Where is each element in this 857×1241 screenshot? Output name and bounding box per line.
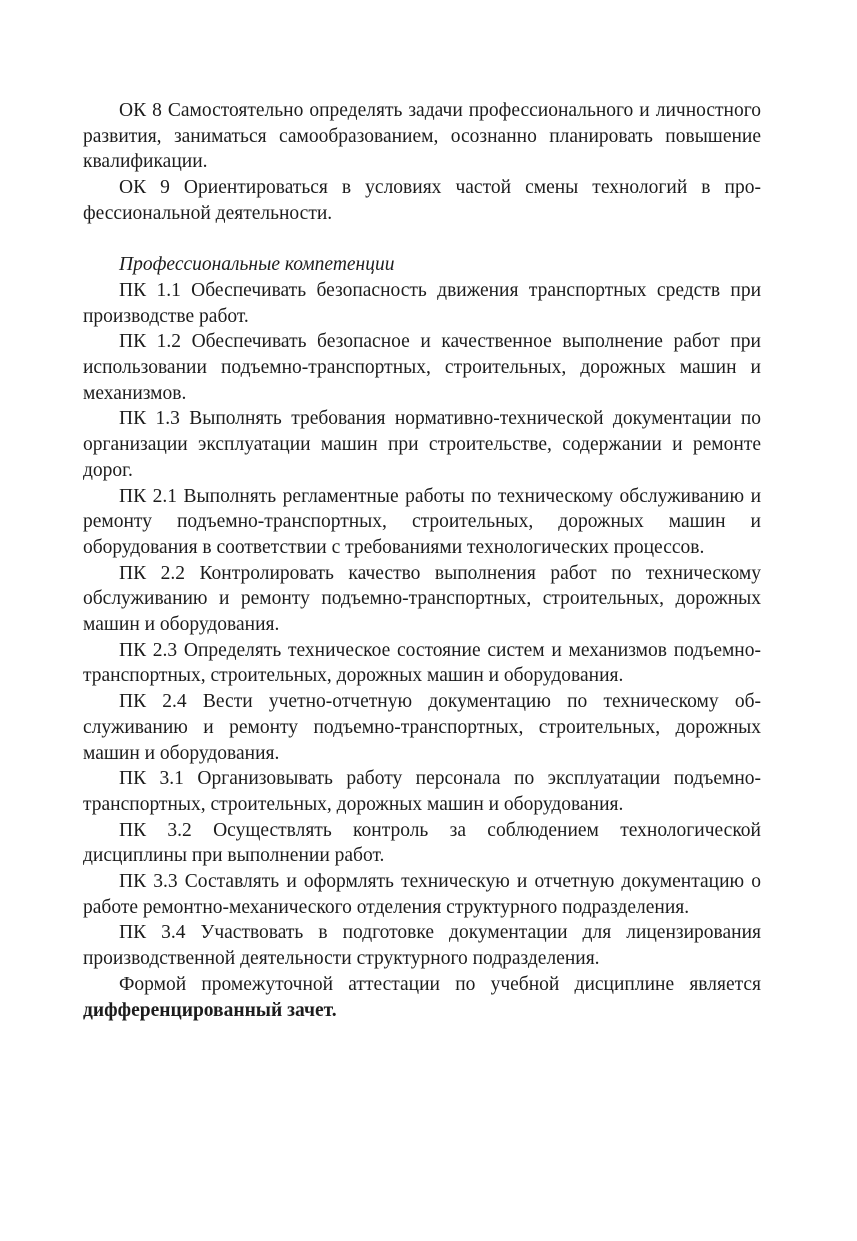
pk-2-1-paragraph: ПК 2.1 Выполнять регламентные работы по техническому обслуживанию и ремонту подъемно-транспортных, строительных, дорожных машин и оборудования в соответствии с требованиями технологических процессов. xyxy=(83,485,761,558)
pk-1-1-paragraph: ПК 1.1 Обеспечивать безопасность движения транспортных средств при производстве работ. xyxy=(83,279,761,327)
attestation-text: Формой промежуточной аттестации по учебной дисциплине является xyxy=(119,973,761,995)
pk-2-2-paragraph: ПК 2.2 Контролировать качество выполнения работ по техническому обслуживанию и ремонту подъемно-транспортных, строительных, дорожных машин и оборудования. xyxy=(83,562,761,636)
ok-8-paragraph: ОК 8 Самостоятельно определять задачи профессионального и личностного развития, заниматься самообразованием, осознанно планировать повышение квалификации. xyxy=(83,100,761,173)
section-spacer xyxy=(83,227,761,253)
pk-1-2-paragraph: ПК 1.2 Обеспечивать безопасное и качественное выполнение работ при использовании подъемно-транспортных, строительных, дорожных машин и механизмов. xyxy=(83,331,761,404)
pk-3-1-paragraph: ПК 3.1 Организовывать работу персонала по эксплуатации подъемно-транспортных, строительных, дорожных машин и оборудования. xyxy=(83,768,761,815)
pk-3-4-paragraph: ПК 3.4 Участвовать в подготовке документации для лицензирования производственной деятельности структурного подразделения. xyxy=(83,922,761,970)
pk-2-4-paragraph: ПК 2.4 Вести учетно-отчетную документацию по техническому обслуживанию и ремонту подъемно-транспортных, строительных, дорожных машин и оборудования. xyxy=(83,691,761,764)
pk-3-3-paragraph: ПК 3.3 Составлять и оформлять техническую и отчетную документацию о работе ремонтно-механического отделения структурного подразделения. xyxy=(83,871,761,918)
pk-section-title: Профессиональные компетенции xyxy=(119,254,395,276)
pk-1-3-paragraph: ПК 1.3 Выполнять требования нормативно-технической документации по организации эксплуатации машин при строительстве, содержании и ремонте дорог. xyxy=(83,408,761,481)
attestation-form-bold: дифференцированный зачет. xyxy=(83,999,337,1021)
pk-2-3-paragraph: ПК 2.3 Определять техническое состояние систем и механизмов подъемно-транспортных, строительных, дорожных машин и оборудования. xyxy=(83,639,761,687)
ok-9-paragraph: ОК 9 Ориентироваться в условиях частой смены технологий в профессиональной деятельности. xyxy=(83,177,761,224)
document-page xyxy=(83,98,761,1023)
attestation-paragraph xyxy=(83,972,761,1023)
pk-3-2-paragraph: ПК 3.2 Осуществлять контроль за соблюдением технологической дисциплины при выполнении работ. xyxy=(83,819,761,867)
